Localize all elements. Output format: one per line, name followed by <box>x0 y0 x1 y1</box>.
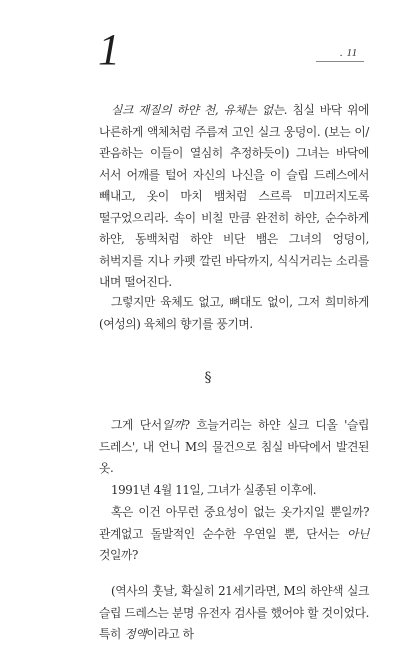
paragraph-5-italic: 아닌 <box>347 526 369 541</box>
paragraph-6-italic: 정액 <box>124 627 147 641</box>
paragraph-6-text-a: (역사의 훗날, 확실히 21세기라면, M의 하얀색 실크 슬립 드레스는 분명 유전자 검사를 했어야 할 것이었다. 특히 <box>99 584 369 641</box>
paragraph-4: 1991년 4월 11일, 그녀가 실종된 이후에. <box>111 483 317 497</box>
paragraph-3-text-a: 그게 단서 <box>111 418 162 432</box>
section-mark: § <box>204 370 212 386</box>
paragraph-6 <box>99 581 369 646</box>
paragraph-3 <box>99 415 369 480</box>
paragraph-2: 그렇지만 육체도 없고, 뼈대도 없이, 그저 희미하게 (여성의) 육체의 향기를 풍기며. <box>99 295 369 331</box>
paragraph-5-text-a: 혹은 이건 아무런 중요성이 없는 옷가지일 뿐일까? 관계없고 돌발적인 순수한 우연일 뿐, 단서는 <box>99 505 369 541</box>
paragraph-1 <box>99 100 369 294</box>
paragraph-1-text: . 침실 바닥 위에 나른하게 액체처럼 주름져 고인 실크 웅덩이. (보는 이/관음하는 이들이 열심히 추정하듯이) 그녀는 바닥에 서서 어깨를 털어 자신의 나신을 이 슬립 드레스에서 빼내고, 옷이 마치 뱀처럼 스르륵 미끄러지도록 떨구었으리라. 속이 비칠 만큼 완전히 하얀, 순수하게 하얀, 동백처럼 하얀 비단 뱀은 그녀의 엉덩이, 허벅지를 지나 카펫 깔린 바닥까지, 식식거리는 소리를 내며 떨어진다. <box>99 103 370 289</box>
paragraph-3-text-b: ? 흐늘거리는 하얀 실크 디올 '슬립 드레스', 내 언니 M의 물건으로 침실 바닥에서 발견된 옷. <box>99 418 369 475</box>
paragraph-5 <box>99 502 369 567</box>
paragraph-5-text-b: 것일까? <box>99 548 138 562</box>
paragraph-6-text-b: 이라고 하 <box>146 627 194 641</box>
header-rule <box>316 61 364 62</box>
chapter-number: 1 <box>98 25 120 74</box>
page-number: . 11 <box>340 47 358 59</box>
paragraph-3-italic: 일까 <box>161 418 184 432</box>
paragraph-1-italic-lead: 실크 재질의 하얀 천, 유체는 없는 <box>111 103 284 117</box>
